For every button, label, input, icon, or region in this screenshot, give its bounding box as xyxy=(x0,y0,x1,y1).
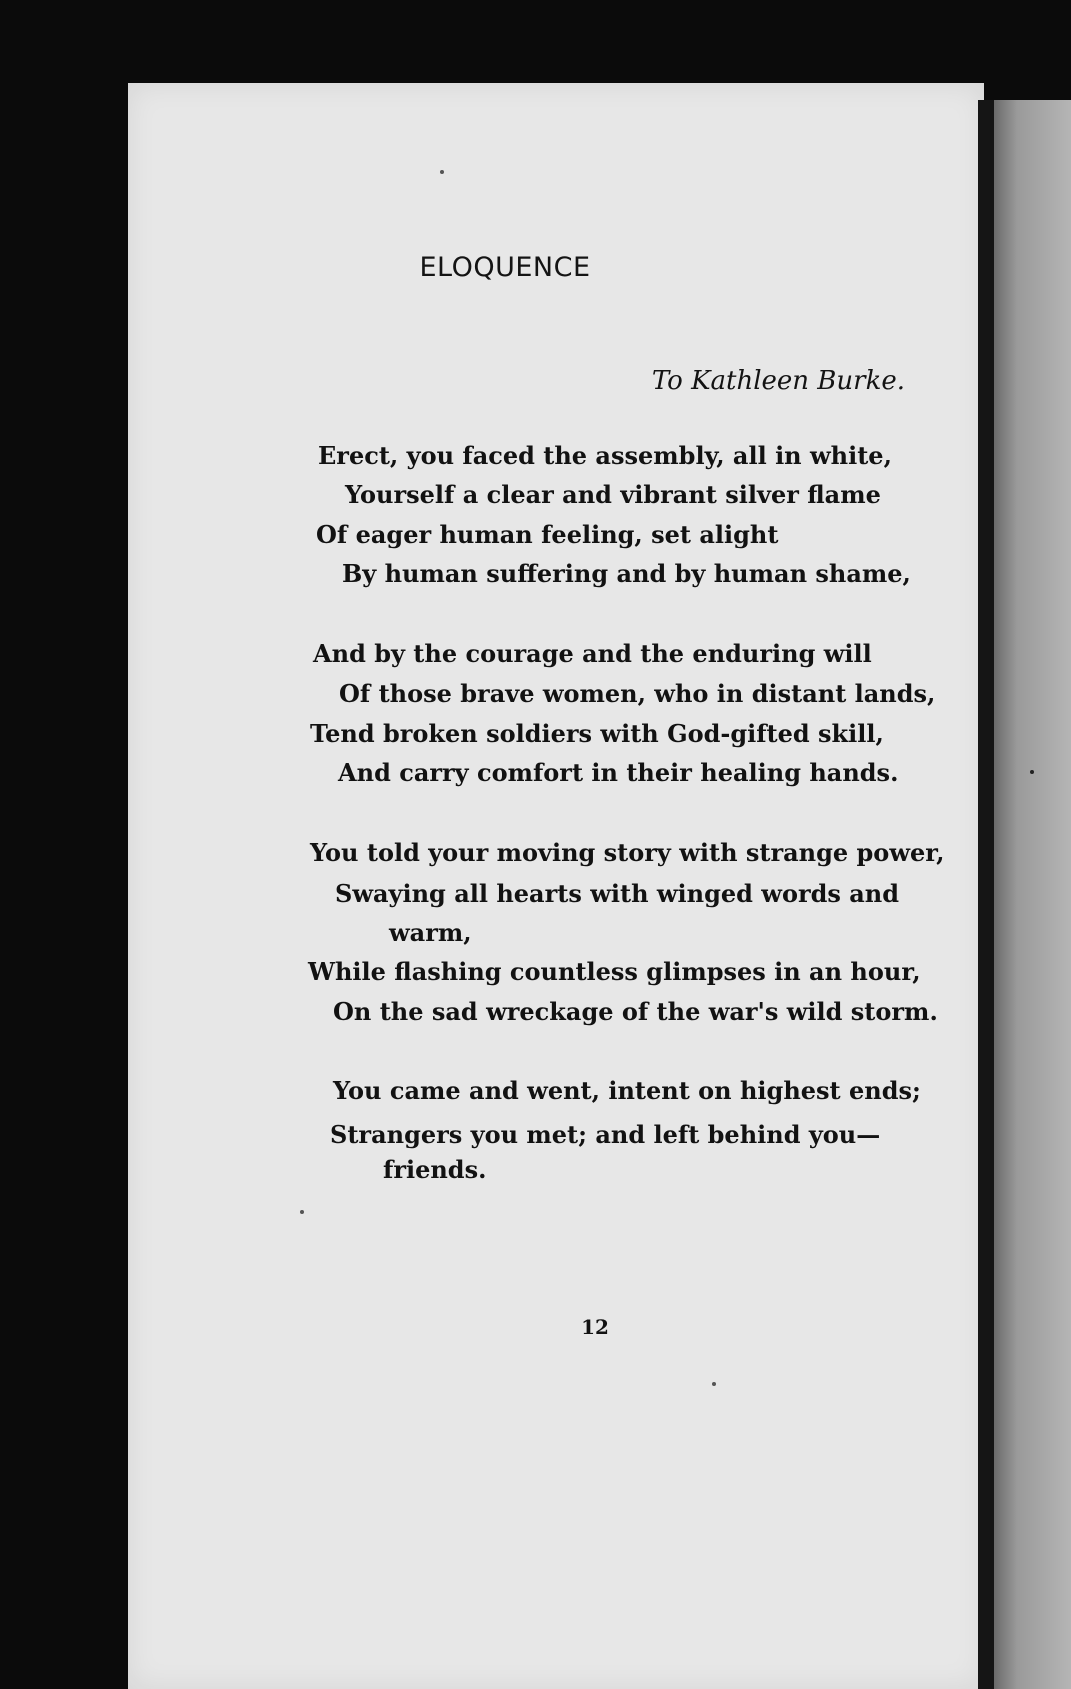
poem-dedication: To Kathleen Burke. xyxy=(651,366,905,396)
scan-speck xyxy=(440,170,444,174)
poem-line: Swaying all hearts with winged words and xyxy=(335,879,900,908)
poem-line: Of those brave women, who in distant lands, xyxy=(339,679,936,708)
poem-line: While flashing countless glimpses in an hour, xyxy=(308,957,921,986)
poem-line: Of eager human feeling, set alight xyxy=(316,520,779,549)
poem-line: friends. xyxy=(383,1155,487,1184)
poem-line: You came and went, intent on highest ends; xyxy=(333,1076,921,1105)
poem-line: Tend broken soldiers with God-gifted skill, xyxy=(310,719,884,748)
poem-line: On the sad wreckage of the war's wild storm. xyxy=(333,997,938,1026)
book-gutter xyxy=(978,100,994,1689)
adjacent-page-edge xyxy=(994,100,1071,1689)
poem-title: ELOQUENCE xyxy=(419,252,591,283)
scan-speck xyxy=(1030,770,1034,774)
poem-line: warm, xyxy=(389,918,472,947)
poem-line: And carry comfort in their healing hands. xyxy=(338,758,899,787)
scan-speck xyxy=(300,1210,304,1214)
poem-line: You told your moving story with strange power, xyxy=(310,838,945,867)
poem-line: Yourself a clear and vibrant silver flame xyxy=(345,480,881,509)
poem-line: Erect, you faced the assembly, all in white, xyxy=(318,441,892,470)
scan-speck xyxy=(712,1382,716,1386)
poem-line: By human suffering and by human shame, xyxy=(342,559,911,588)
poem-line: Strangers you met; and left behind you— xyxy=(330,1120,881,1149)
poem-line: And by the courage and the enduring will xyxy=(313,639,872,668)
page-number: 12 xyxy=(581,1315,609,1339)
